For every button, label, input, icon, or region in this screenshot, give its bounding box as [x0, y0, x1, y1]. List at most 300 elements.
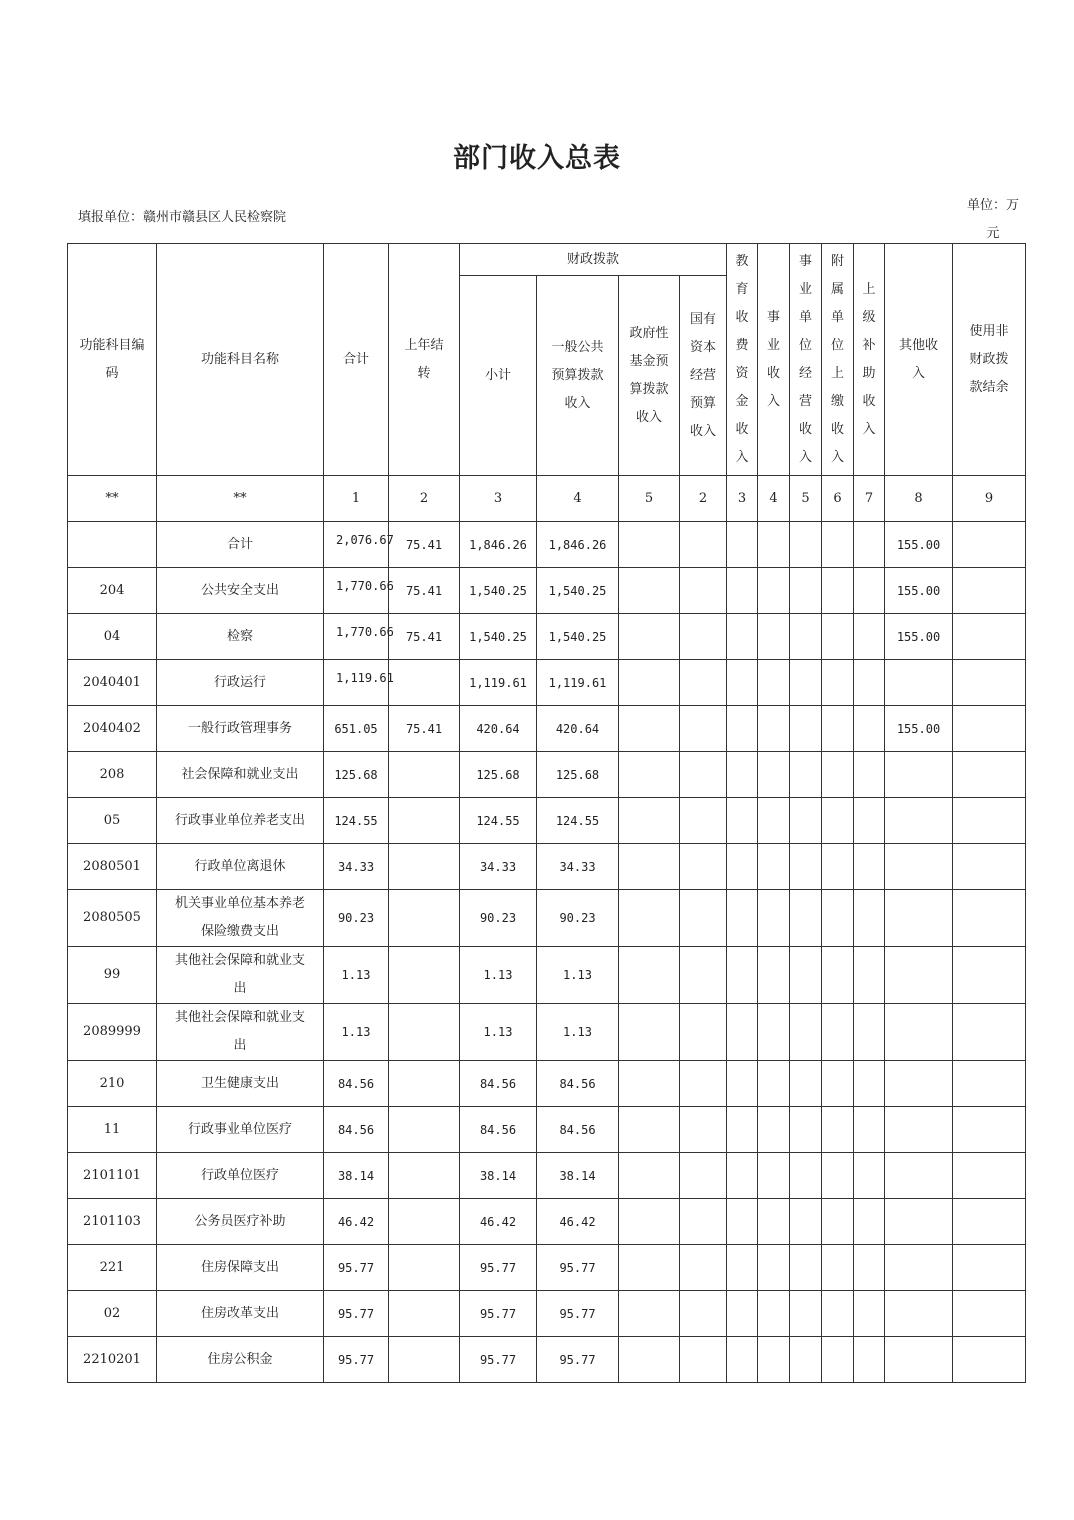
state-capital-cell [680, 1199, 727, 1245]
index-cell: 2 [680, 476, 727, 522]
superior-subsidy-cell [854, 1199, 885, 1245]
carryover-cell [389, 660, 460, 706]
total-cell: 95.77 [324, 1291, 389, 1337]
total-cell [324, 660, 394, 706]
business-income-cell [758, 1153, 790, 1199]
general-budget-cell: 1,846.26 [537, 522, 619, 568]
name-cell: 住房保障支出 [157, 1245, 324, 1291]
operating-income-cell [790, 614, 822, 660]
index-cell: 4 [758, 476, 790, 522]
general-budget-cell: 46.42 [537, 1199, 619, 1245]
gov-fund-cell [619, 1061, 680, 1107]
code-cell: 2080501 [68, 844, 157, 890]
index-cell: 8 [885, 476, 953, 522]
index-cell: 5 [619, 476, 680, 522]
gov-fund-cell [619, 798, 680, 844]
superior-subsidy-cell [854, 1153, 885, 1199]
other-income-cell [885, 1337, 953, 1383]
other-income-cell: 155.00 [885, 568, 953, 614]
total-cell: 34.33 [324, 844, 389, 890]
gov-fund-cell [619, 752, 680, 798]
edu-fee-cell [727, 568, 758, 614]
index-cell: 4 [537, 476, 619, 522]
business-income-cell [758, 660, 790, 706]
header-carryover: 上年结转 [389, 244, 460, 476]
subtotal-cell: 34.33 [460, 844, 537, 890]
non-fiscal-balance-cell [953, 706, 1026, 752]
table-row [68, 1291, 1026, 1337]
total-cell: 95.77 [324, 1245, 389, 1291]
code-cell: 2040401 [68, 660, 157, 706]
non-fiscal-balance-cell [953, 1245, 1026, 1291]
non-fiscal-balance-cell [953, 947, 1026, 1004]
gov-fund-cell [619, 522, 680, 568]
superior-subsidy-cell [854, 752, 885, 798]
business-income-cell [758, 1004, 790, 1061]
non-fiscal-balance-cell [953, 522, 1026, 568]
state-capital-cell [680, 706, 727, 752]
carryover-cell: 75.41 [389, 614, 460, 660]
code-cell: 2101101 [68, 1153, 157, 1199]
other-income-cell [885, 1199, 953, 1245]
general-budget-cell: 420.64 [537, 706, 619, 752]
business-income-cell [758, 1199, 790, 1245]
subtotal-cell: 1,846.26 [460, 522, 537, 568]
carryover-cell [389, 752, 460, 798]
subtotal-cell: 1,119.61 [460, 660, 537, 706]
operating-income-cell [790, 522, 822, 568]
total-cell: 1.13 [324, 1004, 389, 1061]
affiliated-income-cell [822, 1107, 854, 1153]
gov-fund-cell [619, 1245, 680, 1291]
edu-fee-cell [727, 947, 758, 1004]
subtotal-cell: 95.77 [460, 1337, 537, 1383]
business-income-cell [758, 798, 790, 844]
table-row [68, 752, 1026, 798]
carryover-cell [389, 844, 460, 890]
state-capital-cell [680, 1337, 727, 1383]
table-row [68, 947, 1026, 1004]
name-cell: 住房公积金 [157, 1337, 324, 1383]
superior-subsidy-cell [854, 706, 885, 752]
table-row [68, 890, 1026, 947]
header-name: 功能科目名称 [157, 244, 324, 476]
other-income-cell [885, 1107, 953, 1153]
name-cell: 合计 [157, 522, 324, 568]
other-income-cell [885, 1245, 953, 1291]
superior-subsidy-cell [854, 1004, 885, 1061]
total-cell: 124.55 [324, 798, 389, 844]
name-cell: 行政运行 [157, 660, 324, 706]
non-fiscal-balance-cell [953, 1199, 1026, 1245]
gov-fund-cell [619, 947, 680, 1004]
affiliated-income-cell [822, 752, 854, 798]
subtotal-cell: 90.23 [460, 890, 537, 947]
state-capital-cell [680, 1107, 727, 1153]
gov-fund-cell [619, 614, 680, 660]
gov-fund-cell [619, 844, 680, 890]
state-capital-cell [680, 568, 727, 614]
code-cell: 99 [68, 947, 157, 1004]
name-cell: 检察 [157, 614, 324, 660]
index-cell: ** [68, 476, 157, 522]
operating-income-cell [790, 706, 822, 752]
header-non-fiscal-balance: 使用非财政拨款结余 [953, 244, 1026, 476]
business-income-cell [758, 706, 790, 752]
total-cell: 46.42 [324, 1199, 389, 1245]
business-income-cell [758, 1245, 790, 1291]
general-budget-cell: 125.68 [537, 752, 619, 798]
non-fiscal-balance-cell [953, 752, 1026, 798]
edu-fee-cell [727, 1107, 758, 1153]
header-gov-fund: 政府性基金预算拨款收入 [619, 276, 680, 476]
operating-income-cell [790, 1291, 822, 1337]
header-operating-income: 事业单位经营收入 [790, 244, 822, 476]
operating-income-cell [790, 1245, 822, 1291]
business-income-cell [758, 752, 790, 798]
superior-subsidy-cell [854, 522, 885, 568]
state-capital-cell [680, 614, 727, 660]
edu-fee-cell [727, 660, 758, 706]
subtotal-cell: 1,540.25 [460, 614, 537, 660]
affiliated-income-cell [822, 1004, 854, 1061]
operating-income-cell [790, 1153, 822, 1199]
non-fiscal-balance-cell [953, 1291, 1026, 1337]
header-affiliated-income: 附属单位上缴收入 [822, 244, 854, 476]
carryover-cell [389, 798, 460, 844]
state-capital-cell [680, 947, 727, 1004]
subtotal-cell: 1.13 [460, 1004, 537, 1061]
affiliated-income-cell [822, 1061, 854, 1107]
gov-fund-cell [619, 1337, 680, 1383]
superior-subsidy-cell [854, 844, 885, 890]
general-budget-cell: 84.56 [537, 1107, 619, 1153]
total-cell: 38.14 [324, 1153, 389, 1199]
edu-fee-cell [727, 798, 758, 844]
general-budget-cell: 124.55 [537, 798, 619, 844]
header-state-capital: 国有资本经营预算收入 [680, 276, 727, 476]
name-cell: 公务员医疗补助 [157, 1199, 324, 1245]
edu-fee-cell [727, 1199, 758, 1245]
general-budget-cell: 95.77 [537, 1337, 619, 1383]
code-cell: 05 [68, 798, 157, 844]
code-cell: 2040402 [68, 706, 157, 752]
general-budget-cell: 1.13 [537, 1004, 619, 1061]
code-cell: 2210201 [68, 1337, 157, 1383]
superior-subsidy-cell [854, 614, 885, 660]
table-row [68, 568, 1026, 614]
gov-fund-cell [619, 706, 680, 752]
edu-fee-cell [727, 890, 758, 947]
total-cell: 651.05 [324, 706, 389, 752]
header-fiscal-group: 财政拨款 [460, 244, 727, 276]
fill-unit-label: 填报单位：赣州市赣县区人民检察院 [78, 210, 287, 225]
code-cell: 2080505 [68, 890, 157, 947]
general-budget-cell: 95.77 [537, 1291, 619, 1337]
general-budget-cell: 1,119.61 [537, 660, 619, 706]
subtotal-cell: 46.42 [460, 1199, 537, 1245]
edu-fee-cell [727, 706, 758, 752]
edu-fee-cell [727, 522, 758, 568]
code-cell [68, 522, 157, 568]
carryover-cell [389, 947, 460, 1004]
carryover-cell [389, 1153, 460, 1199]
subtotal-cell: 84.56 [460, 1107, 537, 1153]
other-income-cell [885, 947, 953, 1004]
other-income-cell [885, 660, 953, 706]
currency-unit-line1: 单位：万 [966, 198, 1019, 213]
subtotal-cell: 38.14 [460, 1153, 537, 1199]
state-capital-cell [680, 798, 727, 844]
table-row [68, 706, 1026, 752]
business-income-cell [758, 1337, 790, 1383]
code-cell: 221 [68, 1245, 157, 1291]
subtotal-cell: 95.77 [460, 1245, 537, 1291]
code-cell: 210 [68, 1061, 157, 1107]
table-row [68, 522, 1026, 568]
total-value: 1,770.66 [336, 624, 394, 639]
operating-income-cell [790, 752, 822, 798]
subtotal-cell: 95.77 [460, 1291, 537, 1337]
name-cell: 社会保障和就业支出 [157, 752, 324, 798]
header-edu-fee: 教育收费资金收入 [727, 244, 758, 476]
carryover-cell: 75.41 [389, 522, 460, 568]
table-row [68, 1245, 1026, 1291]
total-value: 1,770.66 [336, 578, 394, 593]
carryover-cell [389, 1291, 460, 1337]
name-value: 其他社会保障和就业支出 [174, 1010, 305, 1053]
edu-fee-cell [727, 1337, 758, 1383]
edu-fee-cell [727, 844, 758, 890]
business-income-cell [758, 1061, 790, 1107]
subtotal-cell: 420.64 [460, 706, 537, 752]
other-income-cell [885, 1153, 953, 1199]
name-cell [157, 798, 324, 844]
other-income-cell [885, 1061, 953, 1107]
superior-subsidy-cell [854, 1337, 885, 1383]
index-cell: 1 [324, 476, 389, 522]
index-cell: ** [157, 476, 324, 522]
total-cell [324, 568, 394, 614]
total-cell: 95.77 [324, 1337, 389, 1383]
table-row [68, 1004, 1026, 1061]
superior-subsidy-cell [854, 660, 885, 706]
state-capital-cell [680, 844, 727, 890]
table-row [68, 1337, 1026, 1383]
index-cell: 3 [460, 476, 537, 522]
total-cell: 1.13 [324, 947, 389, 1004]
carryover-cell [389, 890, 460, 947]
affiliated-income-cell [822, 1199, 854, 1245]
header-other-income: 其他收入 [885, 244, 953, 476]
non-fiscal-balance-cell [953, 614, 1026, 660]
code-cell: 11 [68, 1107, 157, 1153]
state-capital-cell [680, 1153, 727, 1199]
general-budget-cell: 38.14 [537, 1153, 619, 1199]
name-cell [157, 1004, 324, 1061]
superior-subsidy-cell [854, 1291, 885, 1337]
operating-income-cell [790, 1337, 822, 1383]
name-cell: 行政事业单位医疗 [157, 1107, 324, 1153]
affiliated-income-cell [822, 660, 854, 706]
carryover-cell: 75.41 [389, 568, 460, 614]
superior-subsidy-cell [854, 890, 885, 947]
other-income-cell [885, 844, 953, 890]
operating-income-cell [790, 798, 822, 844]
operating-income-cell [790, 568, 822, 614]
table-row [68, 614, 1026, 660]
total-cell: 125.68 [324, 752, 389, 798]
edu-fee-cell [727, 752, 758, 798]
other-income-cell [885, 752, 953, 798]
index-cell: 9 [953, 476, 1026, 522]
affiliated-income-cell [822, 1291, 854, 1337]
affiliated-income-cell [822, 522, 854, 568]
table-row [68, 660, 1026, 706]
edu-fee-cell [727, 1153, 758, 1199]
table-row [68, 1153, 1026, 1199]
gov-fund-cell [619, 1153, 680, 1199]
name-cell: 卫生健康支出 [157, 1061, 324, 1107]
edu-fee-cell [727, 614, 758, 660]
general-budget-cell: 1,540.25 [537, 614, 619, 660]
non-fiscal-balance-cell [953, 660, 1026, 706]
general-budget-cell: 1,540.25 [537, 568, 619, 614]
business-income-cell [758, 890, 790, 947]
superior-subsidy-cell [854, 568, 885, 614]
name-cell: 一般行政管理事务 [157, 706, 324, 752]
table-row [68, 1107, 1026, 1153]
other-income-cell: 155.00 [885, 706, 953, 752]
general-budget-cell: 84.56 [537, 1061, 619, 1107]
general-budget-cell: 90.23 [537, 890, 619, 947]
general-budget-cell: 34.33 [537, 844, 619, 890]
state-capital-cell [680, 1245, 727, 1291]
income-summary-table [67, 243, 1026, 1383]
page-title: 部门收入总表 [453, 143, 621, 174]
index-cell: 6 [822, 476, 854, 522]
superior-subsidy-cell [854, 1107, 885, 1153]
operating-income-cell [790, 1199, 822, 1245]
affiliated-income-cell [822, 1245, 854, 1291]
affiliated-income-cell [822, 844, 854, 890]
code-cell: 04 [68, 614, 157, 660]
index-row [68, 476, 1026, 522]
other-income-cell [885, 798, 953, 844]
table-row [68, 844, 1026, 890]
name-value: 行政事业单位养老支出 [174, 812, 305, 828]
gov-fund-cell [619, 568, 680, 614]
currency-unit-line2: 元 [986, 226, 1000, 241]
header-code: 功能科目编码 [68, 244, 157, 476]
non-fiscal-balance-cell [953, 798, 1026, 844]
affiliated-income-cell [822, 706, 854, 752]
affiliated-income-cell [822, 614, 854, 660]
business-income-cell [758, 522, 790, 568]
total-cell: 90.23 [324, 890, 389, 947]
other-income-cell [885, 890, 953, 947]
subtotal-cell: 1.13 [460, 947, 537, 1004]
non-fiscal-balance-cell [953, 1153, 1026, 1199]
operating-income-cell [790, 890, 822, 947]
general-budget-cell: 1.13 [537, 947, 619, 1004]
edu-fee-cell [727, 1004, 758, 1061]
name-cell [157, 890, 324, 947]
name-cell: 住房改革支出 [157, 1291, 324, 1337]
table-row [68, 1061, 1026, 1107]
table-row [68, 798, 1026, 844]
gov-fund-cell [619, 1199, 680, 1245]
carryover-cell [389, 1199, 460, 1245]
other-income-cell [885, 1004, 953, 1061]
name-cell: 公共安全支出 [157, 568, 324, 614]
name-cell: 行政单位医疗 [157, 1153, 324, 1199]
index-cell: 7 [854, 476, 885, 522]
operating-income-cell [790, 1004, 822, 1061]
superior-subsidy-cell [854, 798, 885, 844]
gov-fund-cell [619, 1291, 680, 1337]
business-income-cell [758, 614, 790, 660]
non-fiscal-balance-cell [953, 1337, 1026, 1383]
affiliated-income-cell [822, 1153, 854, 1199]
affiliated-income-cell [822, 568, 854, 614]
superior-subsidy-cell [854, 947, 885, 1004]
state-capital-cell [680, 522, 727, 568]
header-general-budget: 一般公共预算拨款收入 [537, 276, 619, 476]
header-superior-subsidy: 上级补助收入 [854, 244, 885, 476]
superior-subsidy-cell [854, 1245, 885, 1291]
edu-fee-cell [727, 1245, 758, 1291]
carryover-cell [389, 1107, 460, 1153]
operating-income-cell [790, 1107, 822, 1153]
superior-subsidy-cell [854, 1061, 885, 1107]
subtotal-cell: 84.56 [460, 1061, 537, 1107]
non-fiscal-balance-cell [953, 1061, 1026, 1107]
gov-fund-cell [619, 890, 680, 947]
state-capital-cell [680, 752, 727, 798]
name-cell: 行政单位离退休 [157, 844, 324, 890]
header-subtotal: 小计 [460, 276, 537, 476]
code-cell: 02 [68, 1291, 157, 1337]
gov-fund-cell [619, 660, 680, 706]
index-cell: 3 [727, 476, 758, 522]
operating-income-cell [790, 660, 822, 706]
total-cell [324, 614, 394, 660]
edu-fee-cell [727, 1061, 758, 1107]
business-income-cell [758, 1107, 790, 1153]
gov-fund-cell [619, 1107, 680, 1153]
currency-unit-label [958, 192, 1028, 248]
code-cell: 204 [68, 568, 157, 614]
total-cell: 84.56 [324, 1107, 389, 1153]
other-income-cell: 155.00 [885, 614, 953, 660]
operating-income-cell [790, 844, 822, 890]
name-cell [157, 947, 324, 1004]
index-cell: 2 [389, 476, 460, 522]
carryover-cell: 75.41 [389, 706, 460, 752]
state-capital-cell [680, 1004, 727, 1061]
state-capital-cell [680, 890, 727, 947]
total-value: 2,076.67 [336, 532, 394, 547]
other-income-cell [885, 1291, 953, 1337]
index-cell: 5 [790, 476, 822, 522]
header-business-income: 事业收入 [758, 244, 790, 476]
non-fiscal-balance-cell [953, 568, 1026, 614]
table-row [68, 1199, 1026, 1245]
carryover-cell [389, 1245, 460, 1291]
carryover-cell [389, 1061, 460, 1107]
non-fiscal-balance-cell [953, 890, 1026, 947]
